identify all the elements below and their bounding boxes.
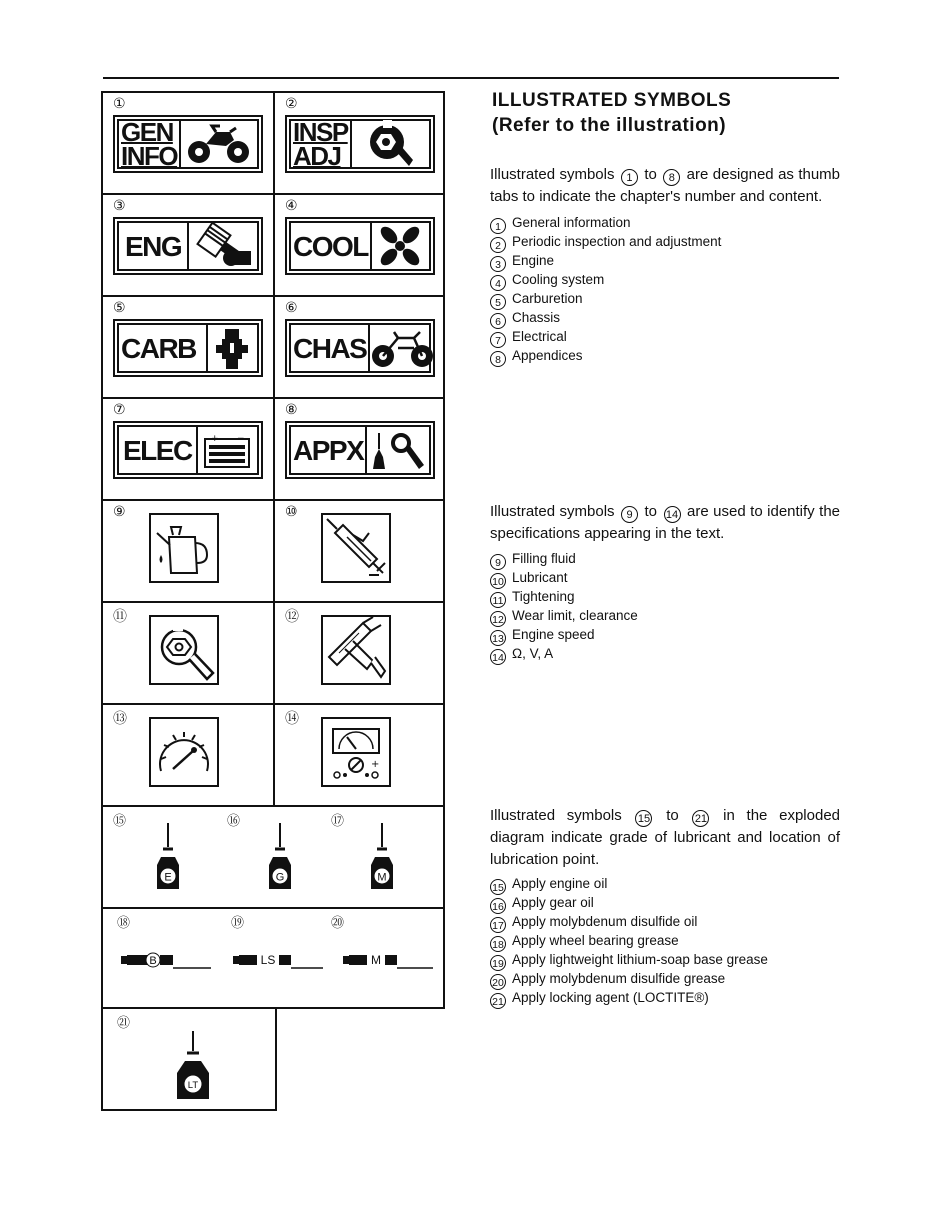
list-item <box>490 310 840 329</box>
list-item <box>490 914 840 933</box>
motorcycle-icon <box>181 121 257 167</box>
symbol-number: ④ <box>285 198 298 214</box>
oil-bottle-icon <box>265 823 295 891</box>
item-number: 15 <box>490 879 506 895</box>
top-rule <box>103 77 839 79</box>
item-number: 17 <box>490 917 506 933</box>
tab-label-line2: ADJ <box>293 141 341 171</box>
symbol-cell-1 <box>101 91 275 195</box>
thumb-tab-eng <box>113 217 263 275</box>
carburetor-icon <box>208 325 257 371</box>
oil-bottle-icon <box>153 823 183 891</box>
battery-plus: + <box>211 434 219 444</box>
symbol-cell-10 <box>273 499 445 603</box>
item-number: 3 <box>490 256 506 272</box>
list-item <box>490 329 840 348</box>
symbol-cell-12 <box>273 601 445 705</box>
symbol-cell-2 <box>273 91 445 195</box>
item-label: Engine speed <box>512 626 595 642</box>
item-number: 1 <box>490 218 506 234</box>
item-label: Apply molybdenum disulfide oil <box>512 914 698 929</box>
item-label: Apply locking agent (LOCTITE®) <box>512 990 709 1005</box>
oil-can-icon <box>149 513 219 583</box>
item-label: Carburetion <box>512 290 583 306</box>
item-number: 8 <box>490 351 506 367</box>
tab-label: CARB <box>119 325 208 371</box>
thumb-tab-appx <box>285 421 435 479</box>
tachometer-icon <box>149 717 219 787</box>
tab-label: ELEC <box>119 427 198 473</box>
item-number: 21 <box>490 993 506 1009</box>
tab-label: COOL <box>291 223 372 269</box>
oil-bottle-icon <box>367 823 397 891</box>
symbol-number: ③ <box>113 198 126 214</box>
lubricant-letter: E <box>164 871 172 884</box>
symbol-cell-14 <box>273 703 445 807</box>
symbol-number: ⑯ <box>227 814 241 829</box>
list-item <box>490 876 840 895</box>
item-label: Apply gear oil <box>512 895 594 910</box>
symbol-number: ② <box>285 96 298 112</box>
grease-letter: LS <box>260 953 276 967</box>
intro-text: to <box>666 807 679 824</box>
item-label: Lubricant <box>512 569 568 585</box>
tab-label: ENG <box>119 223 189 269</box>
item-label: General information <box>512 214 631 230</box>
item-label: Apply wheel bearing grease <box>512 933 679 948</box>
tab-label: APPX <box>291 427 367 473</box>
symbol-number: ⑳ <box>331 916 345 931</box>
symbol-number: ⑫ <box>285 609 299 625</box>
section-intro <box>490 501 840 545</box>
symbol-number: ① <box>113 96 126 112</box>
symbol-number: ⑰ <box>331 814 345 829</box>
intro-text: to <box>644 503 658 520</box>
item-number: 5 <box>490 294 506 310</box>
section-specifications <box>490 501 840 665</box>
grease-icon <box>233 947 325 973</box>
item-label: Engine <box>512 252 555 268</box>
item-number: 10 <box>490 573 506 589</box>
title-line-2: (Refer to the illustration) <box>492 115 727 136</box>
symbol-cell-11 <box>101 601 275 705</box>
symbol-cell-8 <box>273 397 445 501</box>
list-item <box>490 933 840 952</box>
grease-letter: B <box>149 955 157 967</box>
item-label: Ω, V, A <box>512 645 554 661</box>
list-item <box>490 627 840 646</box>
list-item <box>490 952 840 971</box>
symbol-cell-4 <box>273 193 445 297</box>
list-item <box>490 253 840 272</box>
thumb-tab-elec <box>113 421 263 479</box>
item-number: 6 <box>490 313 506 329</box>
item-number: 9 <box>490 554 506 570</box>
symbol-number: ⑭ <box>285 711 299 727</box>
symbol-number: ⑨ <box>113 504 126 520</box>
intro-text: in the exploded diagram indicate grade of lubricant and location of lubrication point. <box>490 807 840 868</box>
symbol-cell-3 <box>101 193 275 297</box>
symbol-number: ⑱ <box>117 916 131 931</box>
item-label: Filling fluid <box>512 550 576 566</box>
thumb-tab-carb <box>113 319 263 377</box>
item-number: 18 <box>490 936 506 952</box>
wrench-icon <box>352 121 429 167</box>
list-item <box>490 589 840 608</box>
symbol-cell-15-17 <box>101 805 445 909</box>
symbol-number: ⑲ <box>231 916 245 931</box>
item-number: 2 <box>490 237 506 253</box>
intro-text: to <box>644 166 657 183</box>
item-label: Chassis <box>512 309 561 325</box>
oil-can-wrench-icon <box>367 427 429 473</box>
intro-text: Illustrated symbols <box>490 503 615 520</box>
grease-icon <box>121 947 213 973</box>
item-label: Electrical <box>512 328 567 344</box>
tab-label-line1: GEN <box>121 117 173 147</box>
list-item <box>490 551 840 570</box>
battery-minus: − <box>237 434 245 444</box>
symbol-number: ⑦ <box>113 402 126 418</box>
item-number: 19 <box>490 955 506 971</box>
symbol-number: ⑮ <box>113 814 127 829</box>
item-number: 20 <box>490 974 506 990</box>
item-number: 16 <box>490 898 506 914</box>
title-line-1: ILLUSTRATED SYMBOLS <box>492 90 732 111</box>
circled-number: 9 <box>621 506 638 523</box>
caliper-icon <box>321 615 391 685</box>
symbol-number: ⑤ <box>113 300 126 316</box>
item-label: Apply lightweight lithium-soap base grease <box>512 952 768 967</box>
symbol-number: ⑥ <box>285 300 298 316</box>
list-item <box>490 291 840 310</box>
section-thumb-tabs <box>490 164 840 367</box>
list-item <box>490 646 840 665</box>
list-item <box>490 570 840 589</box>
symbol-number: ⑩ <box>285 504 298 520</box>
symbol-number: ㉑ <box>117 1016 131 1031</box>
page-title <box>492 88 731 138</box>
item-number: 4 <box>490 275 506 291</box>
item-label: Wear limit, clearance <box>512 607 638 623</box>
intro-text: Illustrated symbols <box>490 807 622 824</box>
section-lubrication <box>490 805 840 1009</box>
piston-icon <box>189 223 257 269</box>
list-item <box>490 215 840 234</box>
tab-label: CHAS <box>291 325 370 371</box>
item-label: Cooling system <box>512 271 605 287</box>
intro-text: are used to identify the specifications appearing in the text. <box>490 503 840 542</box>
item-label: Apply engine oil <box>512 876 608 891</box>
torque-wrench-icon <box>149 615 219 685</box>
list-item <box>490 272 840 291</box>
symbol-cell-18-20 <box>101 907 445 1009</box>
symbol-number: ⑪ <box>113 609 127 625</box>
grease-gun-icon <box>321 513 391 583</box>
item-number: 11 <box>490 592 506 608</box>
symbol-cell-5 <box>101 295 275 399</box>
battery-icon <box>198 427 257 473</box>
grease-icon <box>343 947 435 973</box>
symbol-number: ⑧ <box>285 402 298 418</box>
thumb-tab-insp-adj <box>285 115 435 173</box>
section-intro <box>490 164 840 208</box>
symbol-cell-7 <box>101 397 275 501</box>
symbol-list <box>490 215 840 367</box>
list-item <box>490 895 840 914</box>
symbols-grid <box>101 91 445 1111</box>
list-item <box>490 348 840 367</box>
item-label: Apply molybdenum disulfide grease <box>512 971 726 986</box>
list-item <box>490 971 840 990</box>
item-label: Appendices <box>512 347 583 363</box>
circled-number: 14 <box>664 506 681 523</box>
lubricant-letter: G <box>275 871 285 884</box>
symbol-list <box>490 876 840 1009</box>
circled-number: 15 <box>635 810 652 827</box>
symbol-cell-13 <box>101 703 275 807</box>
item-number: 7 <box>490 332 506 348</box>
intro-text: are designed as thumb tabs to indicate the chapter's number and content. <box>490 166 841 205</box>
circled-number: 21 <box>692 810 709 827</box>
item-label: Periodic inspection and adjustment <box>512 233 722 249</box>
tab-label-line2: INFO <box>121 141 178 171</box>
thumb-tab-gen-info <box>113 115 263 173</box>
svg-text:+: + <box>371 759 380 770</box>
symbol-list <box>490 551 840 665</box>
tab-label-line1: INSP <box>293 117 348 147</box>
locking-agent-letter: LT <box>187 1080 199 1091</box>
grease-letter: M <box>371 953 381 967</box>
list-item <box>490 990 840 1009</box>
intro-text: Illustrated symbols <box>490 166 615 183</box>
item-number: 12 <box>490 611 506 627</box>
item-number: 13 <box>490 630 506 646</box>
thumb-tab-chas <box>285 319 435 377</box>
symbol-cell-6 <box>273 295 445 399</box>
circled-number: 8 <box>663 169 680 186</box>
thumb-tab-cool <box>285 217 435 275</box>
lubricant-letter: M <box>377 871 387 884</box>
motorcycle-icon <box>370 325 436 371</box>
symbol-number: ⑬ <box>113 711 127 727</box>
section-intro <box>490 805 840 870</box>
symbol-cell-9 <box>101 499 275 603</box>
list-item <box>490 234 840 253</box>
list-item <box>490 608 840 627</box>
locking-agent-icon <box>173 1031 213 1101</box>
fan-icon <box>372 223 429 269</box>
symbol-cell-21 <box>101 1007 277 1111</box>
item-number: 14 <box>490 649 506 665</box>
circled-number: 1 <box>621 169 638 186</box>
multimeter-icon <box>321 717 391 787</box>
item-label: Tightening <box>512 588 575 604</box>
